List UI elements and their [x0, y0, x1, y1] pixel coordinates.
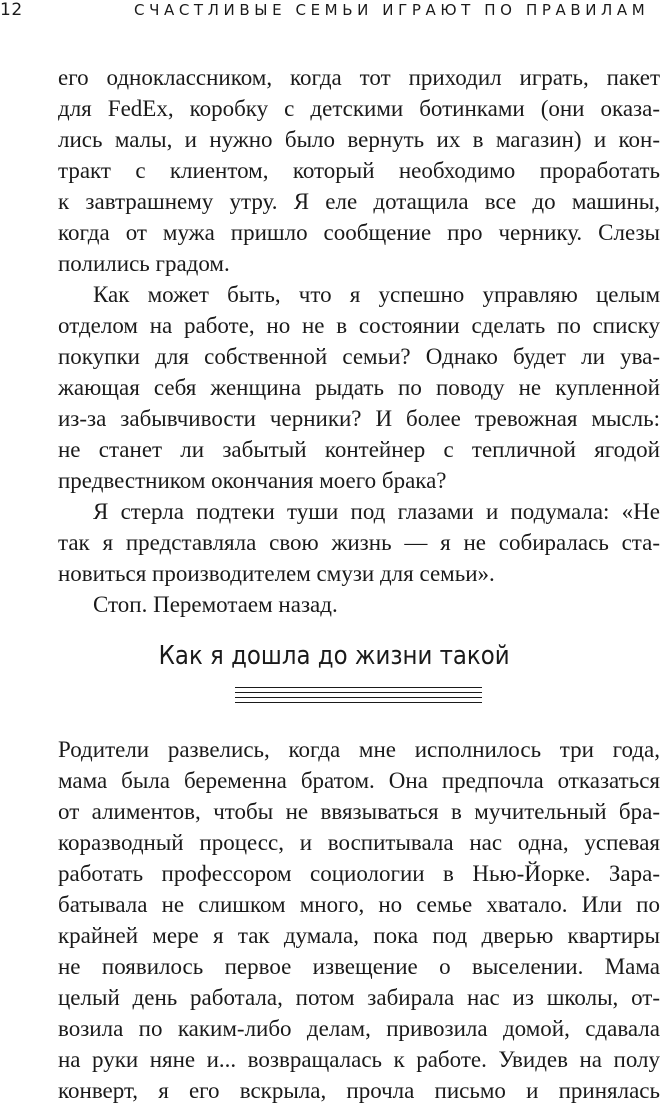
text-line: лись малы, и нужно было вернуть их в магазин) и кон-: [58, 127, 660, 152]
heading-ornament: [235, 687, 482, 704]
text-line: не появилось первое извещение о выселении. Мама: [58, 954, 660, 979]
text-line: крайней мере я так думала, пока под дверью квартиры: [58, 923, 660, 948]
text-line: мама была беременна братом. Она предпочла отказаться: [58, 768, 660, 793]
text-line: для FedEx, коробку с детскими ботинками (они оказа-: [58, 96, 660, 121]
body-text-top: [58, 62, 660, 620]
text-line: его одноклассником, когда тот приходил играть, пакет: [58, 65, 660, 90]
text-line: новиться производителем смузи для семьи».: [58, 561, 495, 586]
ornament-rule: [235, 702, 482, 703]
ornament-rule: [235, 687, 482, 688]
text-line: Как может быть, что я успешно управляю целым: [93, 282, 660, 307]
text-line: жающая себя женщина рыдать по поводу не купленной: [58, 375, 660, 400]
body-text-bottom: [58, 734, 660, 1106]
text-line: батывала не слишком много, но семье хватало. Или по: [58, 892, 660, 917]
text-line: от алиментов, чтобы не ввязываться в мучительный бра-: [58, 799, 660, 824]
text-line: Стоп. Перемотаем назад.: [93, 592, 338, 617]
text-line: тракт с клиентом, который необходимо проработать: [58, 158, 660, 183]
text-line: конверт, я его вскрыла, прочла письмо и принялась: [58, 1078, 660, 1103]
text-line: целый день работала, потом забирала нас из школы, от-: [58, 985, 660, 1010]
text-line: Родители развелись, когда мне исполнилось три года,: [58, 737, 660, 762]
text-line: так я представляла свою жизнь — я не собиралась ста-: [58, 530, 660, 555]
text-line: не станет ли забытый контейнер с тепличной ягодой: [58, 437, 660, 462]
text-line: из-за забывчивости черники? И более тревожная мысль:: [58, 406, 660, 431]
text-line: к завтрашнему утру. Я еле дотащила все до машины,: [58, 189, 660, 214]
text-line: Я стерла подтеки туши под глазами и подумала: «Не: [93, 499, 660, 524]
section-heading: Как я дошла до жизни такой: [158, 641, 510, 671]
text-line: когда от мужа пришло сообщение про чернику. Слезы: [58, 220, 660, 245]
text-line: покупки для собственной семьи? Однако будет ли ува-: [58, 344, 660, 369]
text-line: предвестником окончания моего брака?: [58, 468, 447, 493]
page-number: 12: [0, 0, 23, 20]
text-line: работать профессором социологии в Нью-Йорке. Зара-: [58, 861, 660, 886]
text-line: коразводный процесс, и воспитывала нас одна, успевая: [58, 830, 660, 855]
ornament-rule: [235, 692, 482, 693]
text-line: на руки няне и... возвращалась к работе. Увидев на полу: [58, 1047, 660, 1072]
text-line: полились градом.: [58, 251, 230, 276]
running-head: СЧАСТЛИВЫЕ СЕМЬИ ИГРАЮТ ПО ПРАВИЛАМ: [134, 1, 650, 19]
text-line: возила по каким-либо делам, привозила домой, сдавала: [58, 1016, 660, 1041]
text-line: отделом на работе, но не в состоянии сделать по списку: [58, 313, 660, 338]
ornament-rule: [235, 697, 482, 698]
